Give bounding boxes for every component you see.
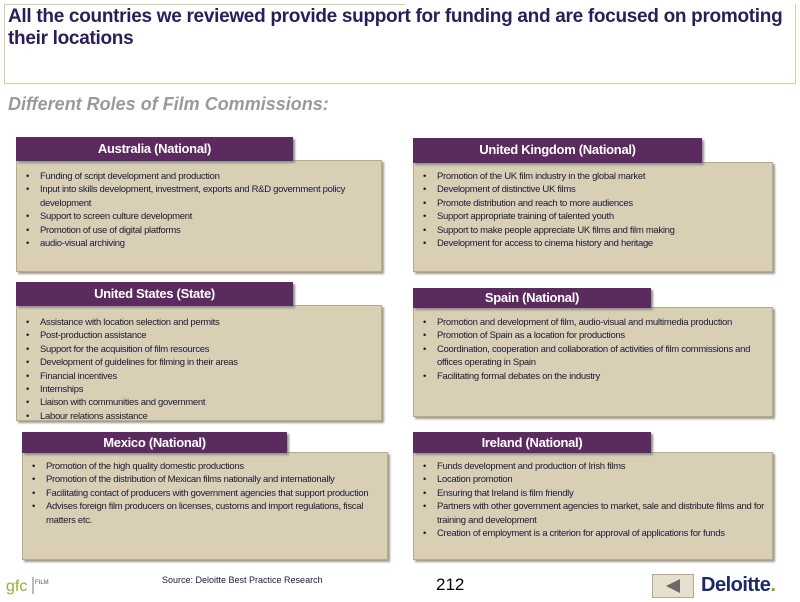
gfc-film-logo (6, 574, 52, 596)
list-item: • Promotion of the distribution of Mexican films nationally and internationally (32, 473, 380, 486)
deloitte-logo (701, 574, 775, 597)
list-item: • Post-production assistance (26, 329, 366, 342)
list-item: • Funds development and production of Irish films (423, 460, 765, 473)
list-item: • Advises foreign film producers on licenses, customs and import regulations, fiscal matters etc. (32, 500, 380, 527)
gfc-logo-text: gfc (6, 578, 28, 595)
list-item: • Support for the acquisition of film resources (26, 343, 366, 356)
list-item: • Development for access to cinema history and heritage (423, 237, 763, 250)
card-spain-header: Spain (National) (413, 288, 651, 308)
list-item: • Creation of employment is a criterion for approval of applications for funds (423, 527, 765, 540)
slide-subtitle: Different Roles of Film Commissions: (8, 94, 329, 114)
list-item: • Location promotion (423, 473, 765, 486)
list-item: • Promotion of the UK film industry in the global market (423, 170, 763, 183)
list-item: • Promote distribution and reach to more audiences (423, 197, 763, 210)
card-australia-header: Australia (National) (16, 137, 293, 161)
triangle-left-icon (653, 575, 693, 597)
card-uk-list (423, 170, 763, 250)
page-number: 212 (436, 575, 465, 594)
list-item: • Support to make people appreciate UK films and film making (423, 224, 763, 237)
slide-title: All the countries we reviewed provide support for funding and are focused on promoting their locations (8, 6, 783, 49)
list-item: • Funding of script development and production (26, 170, 366, 183)
list-item: • Promotion of Spain as a location for productions (423, 329, 763, 342)
list-item: • Assistance with location selection and permits (26, 316, 366, 329)
card-ireland-header: Ireland (National) (413, 432, 651, 453)
list-item: • Financial incentives (26, 370, 366, 383)
card-us-header: United States (State) (16, 282, 293, 306)
list-item: • Promotion of use of digital platforms (26, 224, 366, 237)
back-button[interactable] (652, 574, 694, 598)
list-item: • audio-visual archiving (26, 237, 366, 250)
card-spain-list (423, 316, 763, 383)
list-item: • Facilitating contact of producers with government agencies that support production (32, 487, 380, 500)
card-ireland-list (423, 460, 765, 540)
list-item: • Partners with other government agencies to market, sale and distribute films and for training and development (423, 500, 765, 527)
list-item: • Coordination, cooperation and collaboration of activities of film commissions and offices operating in Spain (423, 343, 763, 370)
list-item: • Development of guidelines for filming in their areas (26, 356, 366, 369)
deloitte-logo-text: Deloitte (701, 574, 771, 596)
list-item: • Promotion and development of film, audio-visual and multimedia production (423, 316, 763, 329)
list-item: • Ensuring that Ireland is film friendly (423, 487, 765, 500)
list-item: • Facilitating formal debates on the industry (423, 370, 763, 383)
gfc-logo-sub: FILM (35, 580, 49, 586)
card-mexico-header: Mexico (National) (22, 432, 287, 453)
list-item: • Promotion of the high quality domestic productions (32, 460, 380, 473)
card-us-list (26, 316, 366, 423)
list-item: • Internships (26, 383, 366, 396)
list-item: • Support appropriate training of talented youth (423, 210, 763, 223)
list-item: • Development of distinctive UK films (423, 183, 763, 196)
deloitte-logo-dot: . (770, 574, 776, 596)
list-item: • Input into skills development, investment, exports and R&D government policy development (26, 183, 366, 210)
list-item: • Liaison with communities and government (26, 396, 366, 409)
card-australia-list (26, 170, 366, 250)
card-uk-header: United Kingdom (National) (413, 138, 702, 163)
list-item: • Support to screen culture development (26, 210, 366, 223)
list-item: • Labour relations assistance (26, 410, 366, 423)
source-note: Source: Deloitte Best Practice Research (162, 575, 323, 585)
card-mexico-list (32, 460, 380, 527)
